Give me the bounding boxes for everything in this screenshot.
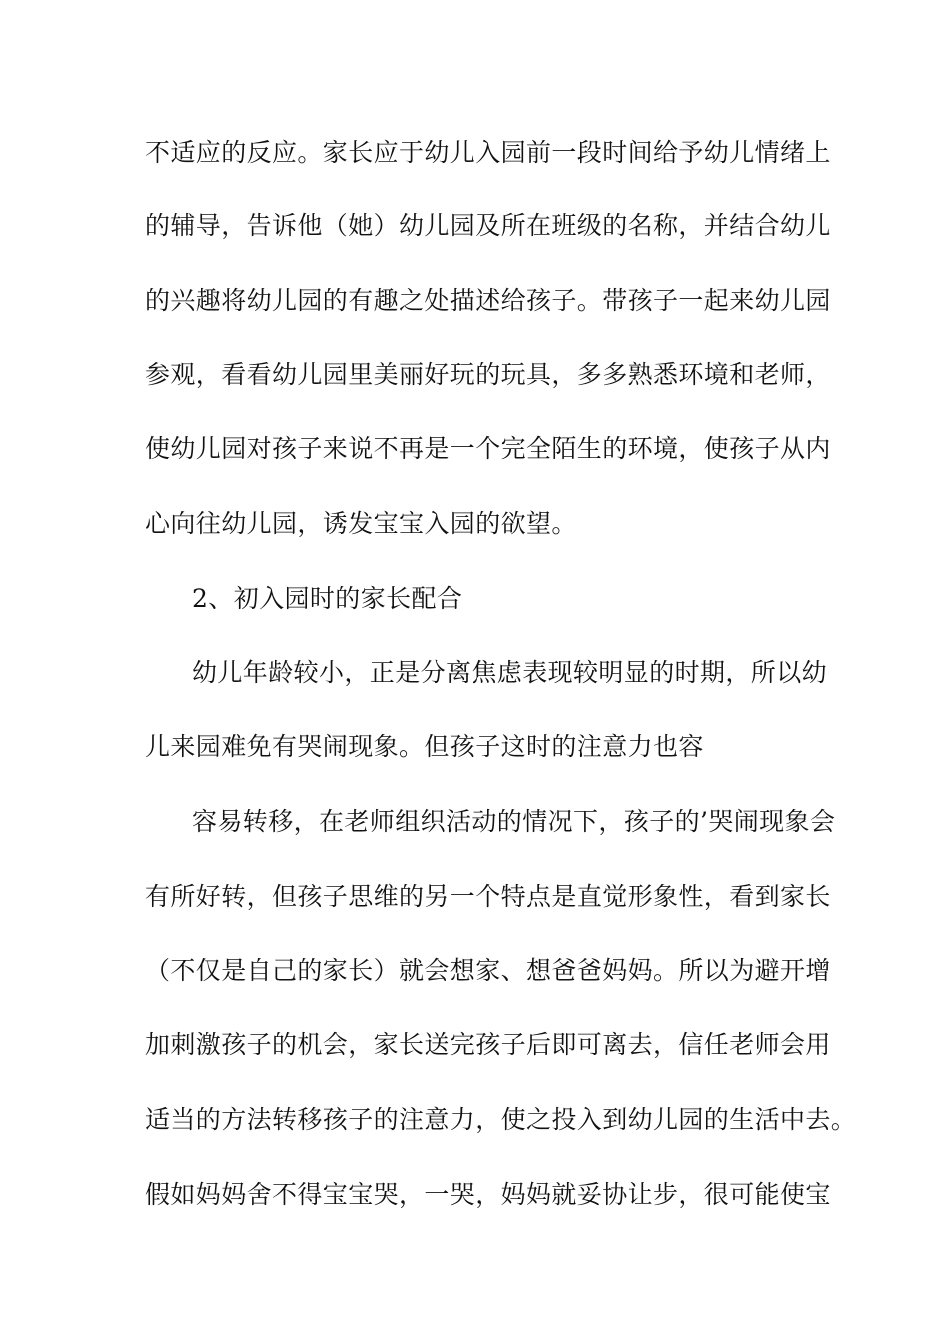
paragraph-line: 假如妈妈舍不得宝宝哭，一哭，妈妈就妥协让步，很可能使宝	[145, 1180, 831, 1209]
section-heading: 2、初入园时的家长配合	[192, 584, 463, 613]
paragraph-line: 儿来园难免有哭闹现象。但孩子这时的注意力也容	[145, 732, 704, 761]
paragraph-line: 的辅导，告诉他（她）幼儿园及所在班级的名称，并结合幼儿	[145, 211, 831, 240]
paragraph-line: 加刺激孩子的机会，家长送完孩子后即可离去，信任老师会用	[145, 1030, 831, 1059]
paragraph-line: 容易转移，在老师组织活动的情况下，孩子的’哭闹现象会	[192, 807, 836, 836]
paragraph-line: 心向往幼儿园，诱发宝宝入园的欲望。	[145, 509, 577, 538]
paragraph-line: 参观，看看幼儿园里美丽好玩的玩具，多多熟悉环境和老师，	[145, 360, 831, 389]
paragraph-line: （不仅是自己的家长）就会想家、想爸爸妈妈。所以为避开增	[145, 956, 831, 985]
paragraph-line: 使幼儿园对孩子来说不再是一个完全陌生的环境，使孩子从内	[145, 434, 831, 463]
paragraph-line: 适当的方法转移孩子的注意力，使之投入到幼儿园的生活中去。	[145, 1105, 857, 1134]
paragraph-line: 不适应的反应。家长应于幼儿入园前一段时间给予幼儿情绪上	[145, 138, 831, 167]
paragraph-line: 的兴趣将幼儿园的有趣之处描述给孩子。带孩子一起来幼儿园	[145, 286, 831, 315]
paragraph-line: 幼儿年龄较小，正是分离焦虑表现较明显的时期，所以幼	[192, 658, 828, 687]
paragraph-line: 有所好转，但孩子思维的另一个特点是直觉形象性，看到家长	[145, 882, 831, 911]
